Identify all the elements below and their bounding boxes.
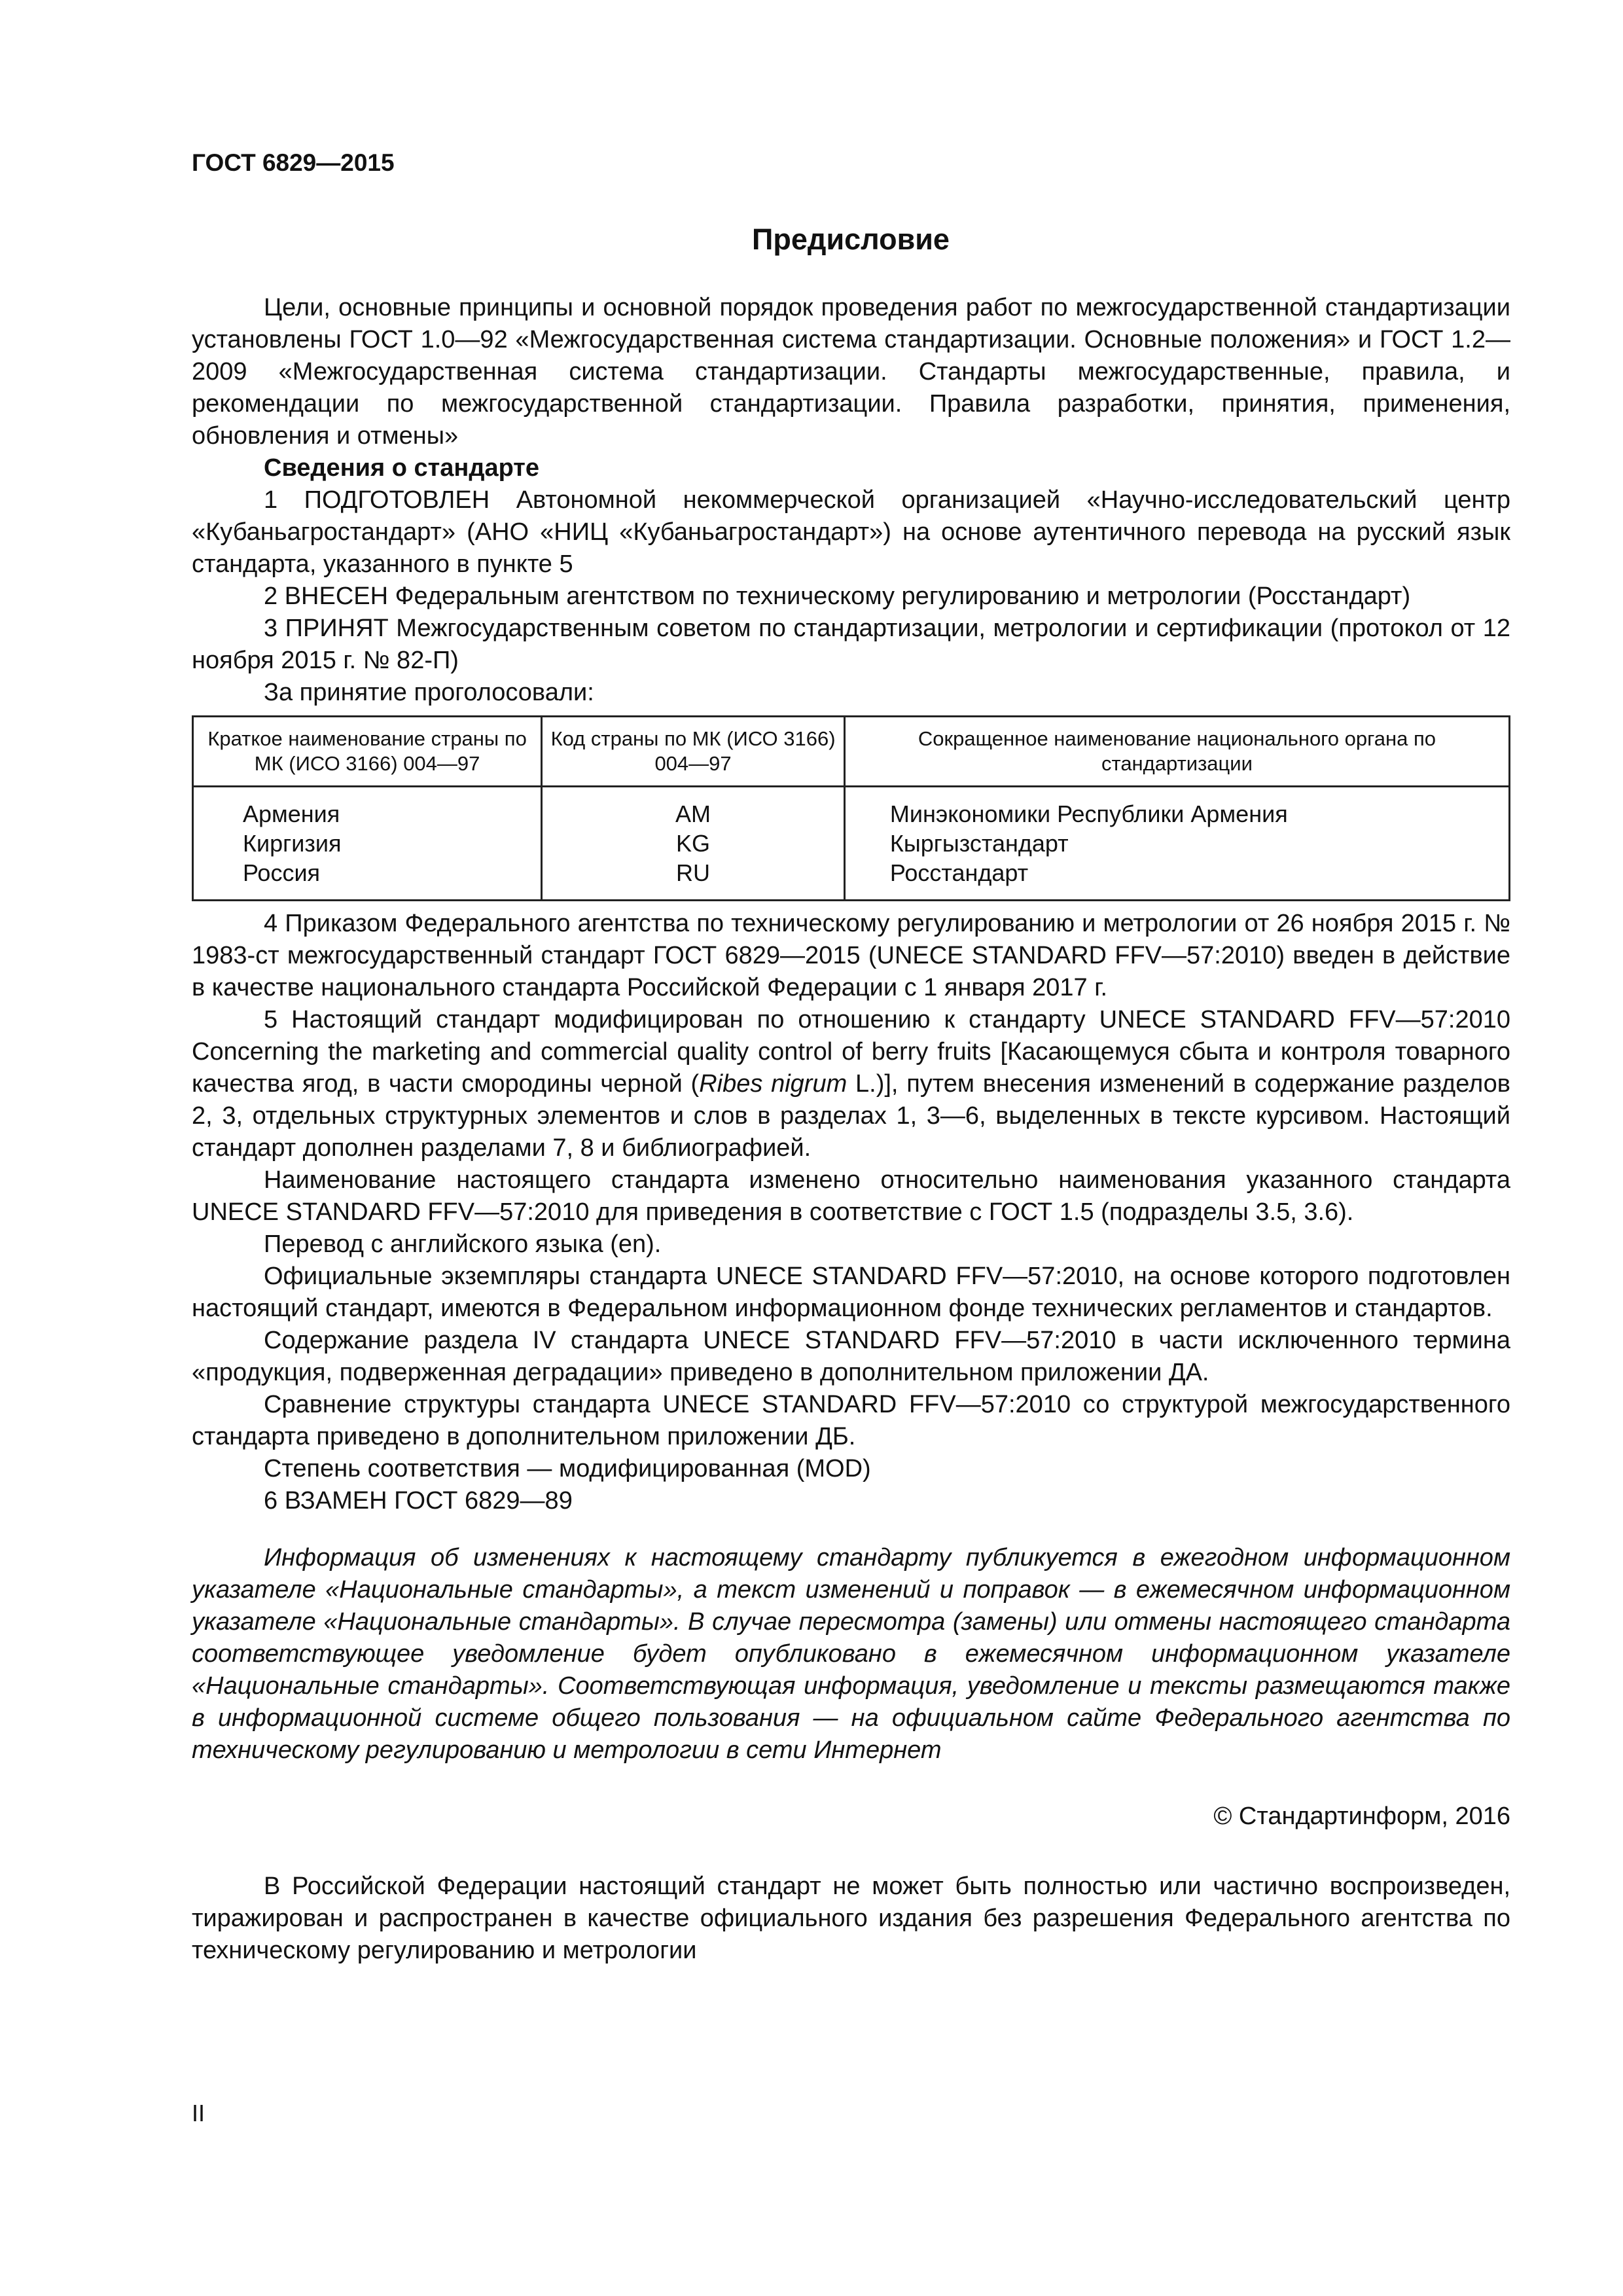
table-header-code: Код страны по МК (ИСО 3166) 004—97 <box>542 717 845 787</box>
structure-comparison-paragraph: Сравнение структуры стандарта UNECE STANDARD FFV—57:2010 со структурой межгосударственного стандарта приведено в дополнительном приложении ДБ. <box>192 1391 1510 1450</box>
translation-paragraph: Перевод с английского языка (en). <box>264 1230 662 1258</box>
table-header-body: Сокращенное наименование национального органа по стандартизации <box>844 717 1509 787</box>
voting-table <box>192 715 1510 901</box>
item-5-text-a: 5 Настоящий стандарт модифицирован по отношению к стандарту UNECE STANDARD FFV—57:2010 Concerning the marketing and commercial quality control of berry fruits [Касающемуся сбыта и контроля товарного качества ягод, в части смородины черной ( <box>192 1006 1510 1098</box>
section-iv-paragraph: Содержание раздела IV стандарта UNECE STANDARD FFV—57:2010 в части исключенного термина «продукция, подверженная деградации» приведено в дополнительном приложении ДА. <box>192 1327 1510 1386</box>
item-1-paragraph: 1 ПОДГОТОВЛЕН Автономной некоммерческой организацией «Научно-исследовательский центр «Кубаньагростандарт» (АНО «НИЦ «Кубаньагростандарт») на основе аутентичного перевода на русский язык стандарта, указанного в пункте 5 <box>192 486 1510 578</box>
official-copies-paragraph: Официальные экземпляры стандарта UNECE STANDARD FFV—57:2010, на основе которого подготовлен настоящий стандарт, имеются в Федеральном информационном фонде технических регламентов и стандартов. <box>192 1263 1510 1322</box>
table-body: Минэкономики Республики Армения <box>889 800 1288 827</box>
name-change-paragraph: Наименование настоящего стандарта изменено относительно наименования указанного стандарта UNECE STANDARD FFV—57:2010 для приведения в соответствие с ГОСТ 1.5 (подразделы 3.5, 3.6). <box>192 1166 1510 1226</box>
reproduction-paragraph: В Российской Федерации настоящий стандарт не может быть полностью или частично воспроизведен, тиражирован и распространен в качестве официального издания без разрешения Федерального агентства по техническому регулированию и метрологии <box>192 1873 1510 1964</box>
table-body: Росстандарт <box>889 859 1029 886</box>
table-country: Киргизия <box>243 830 342 857</box>
table-code-cell <box>542 787 845 901</box>
standard-code-header: ГОСТ 6829—2015 <box>192 149 395 176</box>
table-code: KG <box>676 830 711 857</box>
table-header-country: Краткое наименование страны по МК (ИСО 3166) 004—97 <box>193 717 542 787</box>
item-5-latin-name: Ribes nigrum <box>699 1070 847 1098</box>
table-country-cell <box>193 787 542 901</box>
item-3-paragraph: 3 ПРИНЯТ Межгосударственным советом по стандартизации, метрологии и сертификации (протокол от 12 ноября 2015 г. № 82-П) <box>192 615 1510 674</box>
table-code: AM <box>675 800 711 827</box>
preface-body <box>192 292 1510 1967</box>
info-heading: Сведения о стандарте <box>264 454 540 482</box>
item-6-paragraph: 6 ВЗАМЕН ГОСТ 6829—89 <box>264 1487 573 1515</box>
table-body: Кыргызстандарт <box>889 830 1069 857</box>
table-country: Россия <box>243 859 321 886</box>
voted-label: За принятие проголосовали: <box>264 679 594 706</box>
item-2-paragraph: 2 ВНЕСЕН Федеральным агентством по техническому регулированию и метрологии (Росстандарт) <box>264 583 1411 610</box>
copyright-line: © Стандартинформ, 2016 <box>1213 1803 1510 1830</box>
item-5-paragraph <box>192 1004 1510 1164</box>
item-5-text-b: L.)], путем внесения изменений в содержание разделов 2, 3, отдельных структурных элементов и слов в разделах 1, 3—6, выделенных в тексте курсивом. Настоящий стандарт дополнен разделами 7, 8 и библиографией. <box>192 1070 1510 1162</box>
table-code: RU <box>676 859 711 886</box>
item-4-paragraph: 4 Приказом Федерального агентства по техническому регулированию и метрологии от 26 ноября 2015 г. № 1983-ст межгосударственный стандарт ГОСТ 6829—2015 (UNECE STANDARD FFV—57:2010) введен в действие в качестве национального стандарта Российской Федерации с 1 января 2017 г. <box>192 910 1510 1001</box>
conformity-paragraph: Степень соответствия — модифицированная (MOD) <box>264 1455 871 1482</box>
page-number: II <box>192 2100 205 2126</box>
table-country: Армения <box>243 800 340 827</box>
intro-paragraph: Цели, основные принципы и основной порядок проведения работ по межгосударственной стандартизации установлены ГОСТ 1.0—92 «Межгосударственная система стандартизации. Основные положения» и ГОСТ 1.2—2009 «Межгосударственная система стандартизации. Стандарты межгосударственные, правила, и рекомендации по межгосударственной стандартизации. Правила разработки, принятия, применения, обновления и отмены» <box>192 294 1510 450</box>
page-title: Предисловие <box>752 223 950 256</box>
changes-notice-paragraph: Информация об изменениях к настоящему стандарту публикуется в ежегодном информационном указателе «Национальные стандарты», а текст изменений и поправок — в ежемесячном информационном указателе «Национальные стандарты». В случае пересмотра (замены) или отмены настоящего стандарта соответствующее уведомление будет опубликовано в ежемесячном информационном указателе «Национальные стандарты». Соответствующая информация, уведомление и тексты размещаются также в информационной системе общего пользования — на официальном сайте Федерального агентства по техническому регулированию и метрологии в сети Интернет <box>192 1544 1510 1764</box>
table-body-cell <box>844 787 1509 901</box>
